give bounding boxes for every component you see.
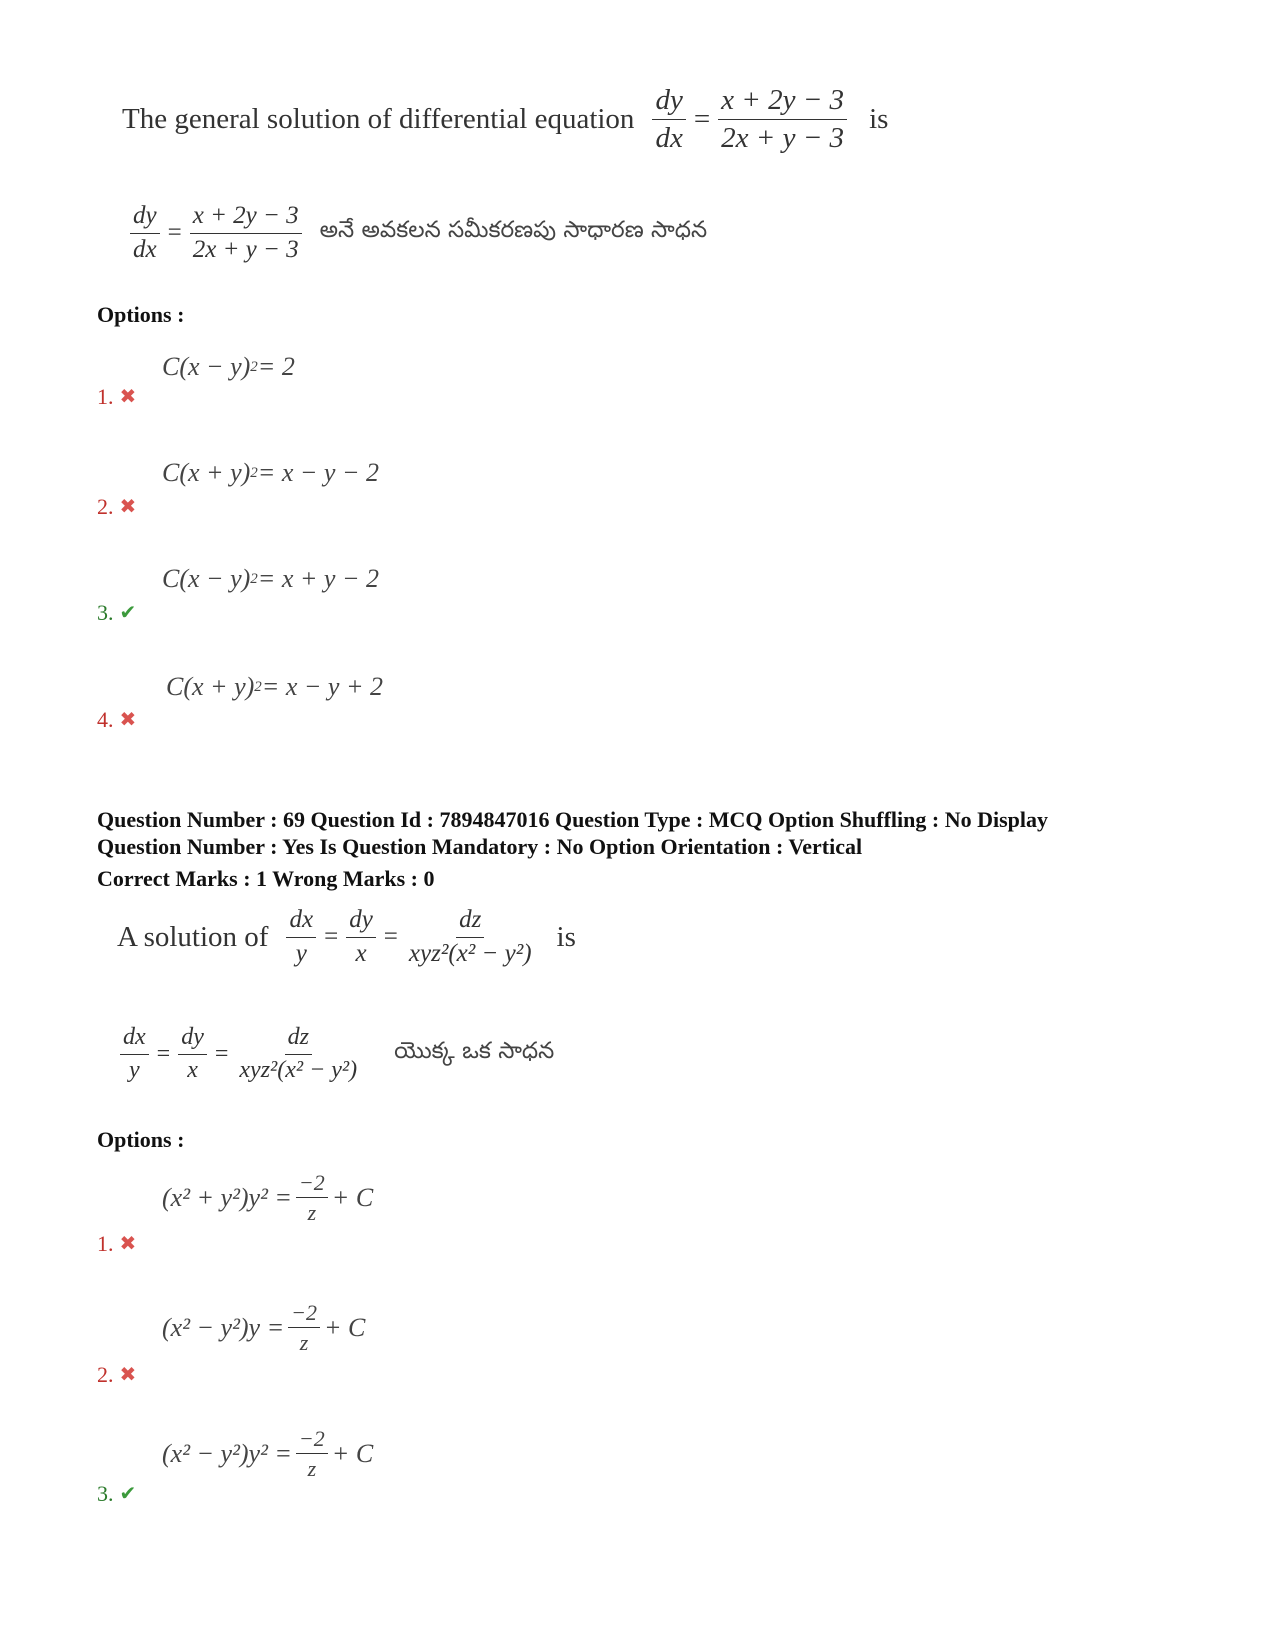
q68-equation: [648, 84, 851, 156]
q69-option-3-lhs: (x² − y²)y² =: [162, 1438, 292, 1468]
cross-icon: ✖: [119, 496, 137, 518]
q68-option-4-number: 4.: [97, 707, 114, 732]
q69-option-2-formula: [162, 1300, 365, 1356]
q69-option-2-lhs: (x² − y²)y =: [162, 1312, 285, 1342]
q69-option-1-frac-num: −2: [296, 1170, 328, 1198]
q68-option-4-lhs: C(x + y): [166, 672, 255, 701]
q69-option-1-number: 1.: [97, 1231, 114, 1256]
q69-meta-line-2: Question Number : Yes Is Question Mandatory : No Option Orientation : Vertical: [97, 834, 863, 859]
q68-question-english: [122, 84, 888, 156]
q69-option-3-frac-num: −2: [296, 1426, 328, 1454]
q69-suffix: is: [556, 920, 576, 953]
q68-question-telugu: [126, 202, 707, 265]
cross-icon: ✖: [119, 386, 137, 408]
q69-f3-den: xyz²(x² − y²): [408, 939, 532, 967]
q69-option-2[interactable]: [97, 1362, 136, 1388]
q68-option-4-sup: 2: [254, 678, 262, 695]
q68-eq-lhs-num: dy: [652, 84, 685, 120]
q68-option-1-lhs: C(x − y): [162, 352, 251, 381]
q68-option-1-sup: 2: [250, 358, 258, 375]
q69-te-f3-num: dz: [285, 1024, 312, 1055]
q69-option-3-rhs: + C: [331, 1438, 374, 1468]
q69-option-2-frac-den: z: [299, 1330, 309, 1356]
q68-option-3-lhs: C(x − y): [162, 564, 251, 593]
q69-option-1-lhs: (x² + y²)y² =: [162, 1182, 292, 1212]
q68-option-3-rhs: = x + y − 2: [257, 564, 380, 593]
q68-eq-rhs-den: 2x + y − 3: [721, 122, 845, 155]
q68-option-3[interactable]: [97, 600, 136, 626]
q69-question-telugu: [116, 1024, 554, 1084]
q68-question-text: The general solution of differential equation: [122, 103, 635, 136]
q68-telugu-text: అనే అవకలన సమీకరణపు సాధారణ సాధన: [319, 217, 708, 244]
q69-marks: Correct Marks : 1 Wrong Marks : 0: [97, 866, 435, 891]
q68-option-4[interactable]: [97, 707, 136, 733]
q69-f1-den: y: [295, 939, 307, 967]
q69-f3-num: dz: [456, 906, 484, 938]
q69-equation-te: [116, 1024, 364, 1084]
q68-te-lhs-num: dy: [130, 202, 160, 234]
q69-f2-den: x: [355, 939, 367, 967]
q69-metadata: [97, 806, 1048, 892]
q69-te-eq-sign-2: =: [214, 1040, 229, 1067]
check-icon: ✔: [119, 1483, 137, 1505]
q68-option-2[interactable]: [97, 494, 136, 520]
q69-f1-num: dx: [286, 906, 316, 938]
q69-f2-num: dy: [346, 906, 376, 938]
q69-te-f1-den: y: [129, 1056, 140, 1083]
q69-te-f3-den: xyz²(x² − y²): [239, 1056, 358, 1083]
q69-eq-sign-1: =: [324, 923, 339, 951]
q68-option-1-formula: [162, 352, 295, 382]
q69-option-3-frac-den: z: [307, 1456, 317, 1482]
q69-equation: [282, 906, 538, 969]
q68-te-eq-sign: =: [167, 219, 182, 247]
q69-option-2-rhs: + C: [323, 1312, 366, 1342]
q68-options-label: Options :: [97, 302, 185, 327]
q69-telugu-text: యొక్క ఒక సాధన: [394, 1038, 555, 1065]
q69-te-f2-num: dy: [178, 1024, 207, 1055]
q68-option-3-formula: [162, 564, 379, 594]
cross-icon: ✖: [119, 1364, 137, 1386]
cross-icon: ✖: [119, 709, 137, 731]
q69-te-eq-sign-1: =: [156, 1040, 171, 1067]
q68-option-3-number: 3.: [97, 600, 114, 625]
q68-option-3-sup: 2: [250, 570, 258, 587]
cross-icon: ✖: [119, 1233, 137, 1255]
q69-option-3-formula: [162, 1426, 373, 1482]
q69-te-f2-den: x: [187, 1056, 198, 1083]
q69-meta-line-1: Question Number : 69 Question Id : 7894847016 Question Type : MCQ Option Shuffling : No Display: [97, 807, 1049, 832]
q68-eq-rhs-num: x + 2y − 3: [718, 84, 847, 120]
q68-option-4-rhs: = x − y + 2: [261, 672, 384, 701]
check-icon: ✔: [119, 602, 137, 624]
q69-option-1-frac-den: z: [307, 1200, 317, 1226]
q68-option-1-number: 1.: [97, 384, 114, 409]
q69-option-2-number: 2.: [97, 1362, 114, 1387]
q68-option-2-rhs: = x − y − 2: [257, 458, 380, 487]
q68-equation-te: [126, 202, 306, 265]
q68-option-4-formula: [166, 672, 383, 702]
q69-options-label: Options :: [97, 1127, 185, 1152]
q68-te-rhs-den: 2x + y − 3: [192, 235, 299, 263]
q68-option-1[interactable]: [97, 384, 136, 410]
q69-te-f1-num: dx: [120, 1024, 149, 1055]
q69-option-3[interactable]: [97, 1481, 136, 1507]
q68-suffix: is: [869, 103, 889, 136]
q68-te-rhs-num: x + 2y − 3: [190, 202, 302, 234]
q68-option-2-sup: 2: [250, 464, 258, 481]
q68-option-2-formula: [162, 458, 379, 488]
q69-option-2-frac-num: −2: [288, 1300, 320, 1328]
q68-option-2-lhs: C(x + y): [162, 458, 251, 487]
q68-eq-sign: =: [693, 103, 711, 136]
q69-option-3-number: 3.: [97, 1481, 114, 1506]
q69-option-1-formula: [162, 1170, 373, 1226]
q68-te-lhs-den: dx: [133, 235, 157, 263]
q68-eq-lhs-den: dx: [655, 122, 683, 155]
q69-option-1[interactable]: [97, 1231, 136, 1257]
q69-question-text: A solution of: [117, 920, 269, 953]
q68-option-1-rhs: = 2: [257, 352, 295, 381]
q69-eq-sign-2: =: [383, 923, 398, 951]
q69-question-english: [117, 906, 576, 969]
q69-option-1-rhs: + C: [331, 1182, 374, 1212]
q68-option-2-number: 2.: [97, 494, 114, 519]
